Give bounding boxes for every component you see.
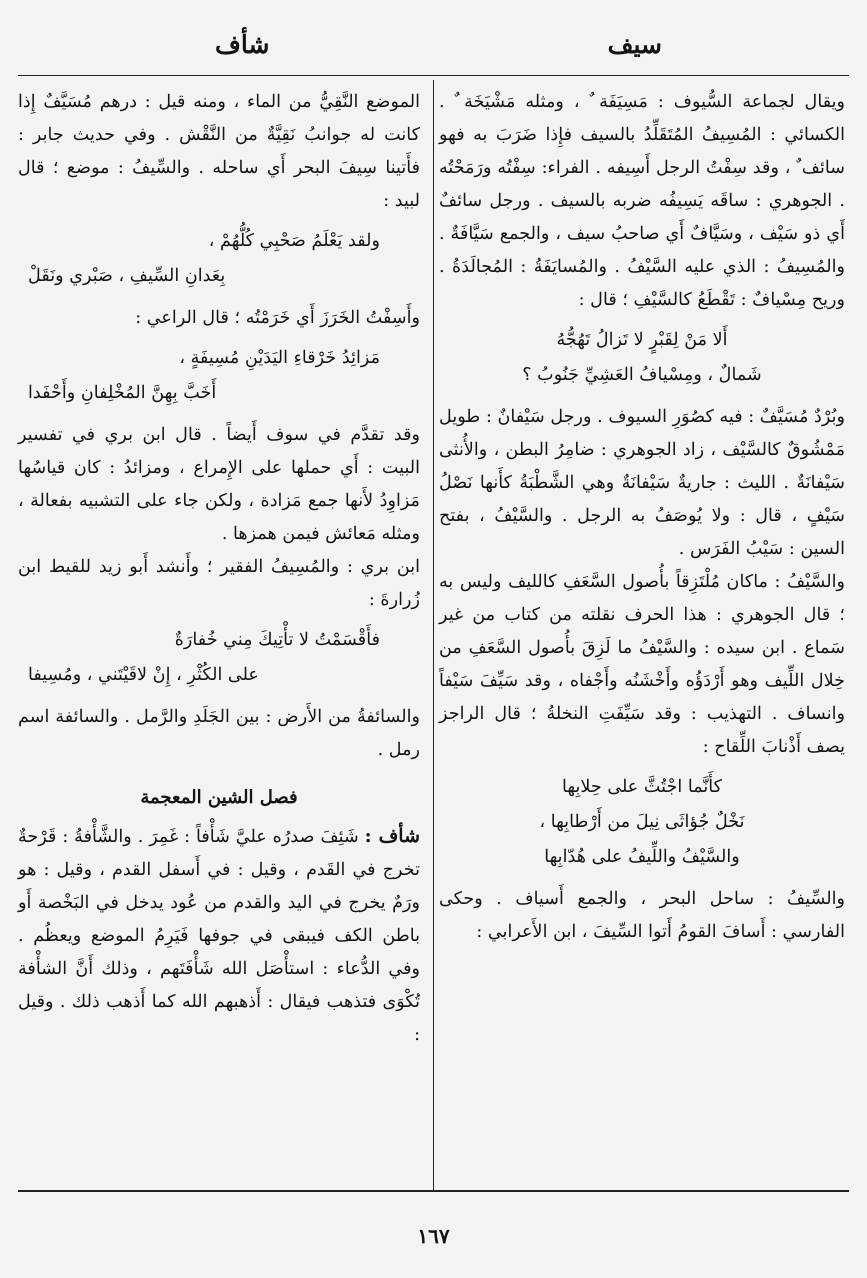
poem-line: بِعَدانِ السِّيفِ ، صَبْري ونَقَلْ — [28, 266, 226, 286]
header-word-right: سيف — [607, 30, 662, 59]
column-divider — [433, 80, 434, 1190]
poem-verse — [18, 623, 420, 693]
entry-headword: شأف : — [364, 825, 420, 847]
paragraph: والسِّيفُ : ساحل البحر ، والجمع أَسياف . وحكى الفارسي : أَسافَ القومُ أَتوا السِّيفَ ، ابن الأَعرابي : — [439, 889, 845, 942]
poem-line: نَخْلٌ جُؤاثَى نِيلَ من أَرْطابِها ، — [539, 812, 745, 832]
paragraph: وأَسِفْتُ الخَرَزَ أَي خَرَمْتُه ؛ قال الراعي : — [135, 308, 420, 328]
paragraph: الموضع النَّقِيُّ من الماء ، ومنه قيل : درهم مُسَيَّفٌ إِذا كانت له جوانبُ نَقِيَّةٌ من النَّقْش . وفي حديث جابر : فأَتينا سِيفَ البحر أَي ساحله . والسِّيفُ : موضع ؛ قال لبيد : — [18, 92, 420, 211]
paragraph: ابن بري : والمُسِيفُ الفقير ؛ وأَنشد أَبو زيد للقيط ابن زُرارةَ : — [18, 557, 420, 610]
paragraph: ويقال لجماعة السُّيوف : مَسِيَفَة ٌ ، ومثله مَشْيَخَة ٌ . الكسائي : المُسِيفُ المُتَقَلِّدُ بالسيف فإِذا ضَرَبَ به فهو سائف ٌ ، وقد سِفْتُ الرجل أَسِيفه . الفراء: سِفْتُه ورَمَحْتُه . الجوهري : ساقَه يَسِيفُه ضربه بالسيف . ورجل سائفٌ أَي ذو سَيْف ، وسَيَّافٌ أَي صاحبُ سيف ، والجمع سَيَّافَةٌ . والمُسِيفُ : الذي عليه السَّيْفُ . والمُسايَفَةُ : المُجالَدَةُ . وريح مِسْيافٌ : تَقْطَعُ كالسَّيْفِ ؛ قال : — [439, 92, 845, 310]
poem-line: فأَقْسَمْتُ لا تأْتِيكَ مِني خُفارَةٌ — [174, 630, 380, 650]
poem-verse — [18, 341, 420, 411]
poem-line: والسَّيْفُ واللِّيفُ على هُدّابِها — [544, 847, 740, 867]
section-title: فصل الشين المعجمة — [140, 787, 298, 808]
poem-verse — [439, 323, 845, 393]
poem-line: أَخَبَّ بِهِنَّ المُخْلِفانِ وأَحْفَدا — [28, 383, 217, 403]
paragraph: والسَّيْفُ : ماكان مُلْتَزِقاً بأُصول السَّعَفِ كالليف وليس به ؛ قال الجوهري : هذا الحرف نقلته من كتاب من غير سَماع . ابن سيده : والسَّيْفُ ما لَزِقَ بأُصول السَّعَفِ من خِلال اللِّيف وهو أَرْدَؤُه وأَخْشَنُه وأَجْفاه ، وقد سَيِّفَ سَيْفاً وانساف . التهذيب : وقد سَيِّفَتِ النخلةُ ؛ قال الراجز يصف أَذْنابَ اللِّقاح : — [439, 572, 845, 757]
poem-line: أَلا مَنْ لِقَبْرٍ لا تَزالُ تَهُجُّهُ — [556, 330, 728, 350]
poem-line: كأَنَّما اجْتُثَّ على حِلابِها — [561, 777, 723, 797]
poem-line: شَمالٌ ، ومِسْيافُ العَشِيِّ جَنُوبُ ؟ — [522, 365, 762, 385]
paragraph: والسائفةُ من الأَرض : بين الجَلَدِ والرَّمل . والسائفة اسم رمل . — [18, 707, 420, 760]
poem-line: مَزائِدُ خَرْقاءِ اليَدَيْنِ مُسِيفَةٍ ، — [179, 348, 380, 368]
entry-paragraph — [18, 820, 420, 1052]
header-word-left: شأف — [215, 30, 270, 59]
paragraph: وبُرْدٌ مُسَيَّفٌ : فيه كصُوَرِ السيوف . ورجل سَيْفانٌ : طويل مَمْشُوقٌ كالسَّيْف ، زاد الجوهري : ضامِرُ البطن ، والأُنثى سَيْفانَةٌ . الليث : جاريةٌ سَيْفانَةٌ وهي الشَّطْبَةُ كأَنها نَصْلُ سَيْفٍ ، قال : ولا يُوصَفُ به الرجل . والسَّيْفُ ، بفتح السين : سَيْبُ الفَرَس . — [439, 407, 845, 559]
left-column — [18, 86, 420, 1052]
entry-text: شَئِفَ صدرُه عليَّ شَأْفاً : غَمِرَ . والشَّأْفةُ : قَرْحةٌ تخرج في القَدم ، وقيل : في أَسفل القدم ، وقيل : هو ورَمٌ يخرج في اليد والقدم من عُود يدخل في البَخْصة أَو باطن الكف فيبقى في جوفها فَيَرِمُ الموضع ويعظُم . وفي الدُّعاء : استأْصَل الله شَأْفَتَهم ، وذلك أَنَّ الشأْفة تُكْوَى فتذهب فيقال : أَذهبهم الله كما أَذهب ذلك . وقيل : — [18, 827, 420, 1045]
bottom-rule — [18, 1190, 849, 1192]
poem-verse — [439, 770, 845, 875]
poem-verse — [18, 224, 420, 294]
top-rule — [18, 75, 849, 76]
paragraph: وقد تقدَّم في سوف أَيضاً . قال ابن بري في تفسير البيت : أَي حملها على الإِمراع ، ومزائدُ : كان قياسُها مَزاوِدُ لأَنها جمع مَزادة ، ولكن جاء على التشبيه بفعالة ، ومثله مَعائش فيمن همزها . — [18, 425, 420, 544]
right-column — [439, 86, 845, 949]
poem-line: ولقد يَعْلَمُ صَحْبِي كُلُّهُمْ ، — [208, 231, 380, 251]
page-number: ١٦٧ — [417, 1224, 450, 1248]
poem-line: على الكُثْرِ ، إِنْ لاقَيْتَني ، ومُسِيفا — [28, 665, 259, 685]
